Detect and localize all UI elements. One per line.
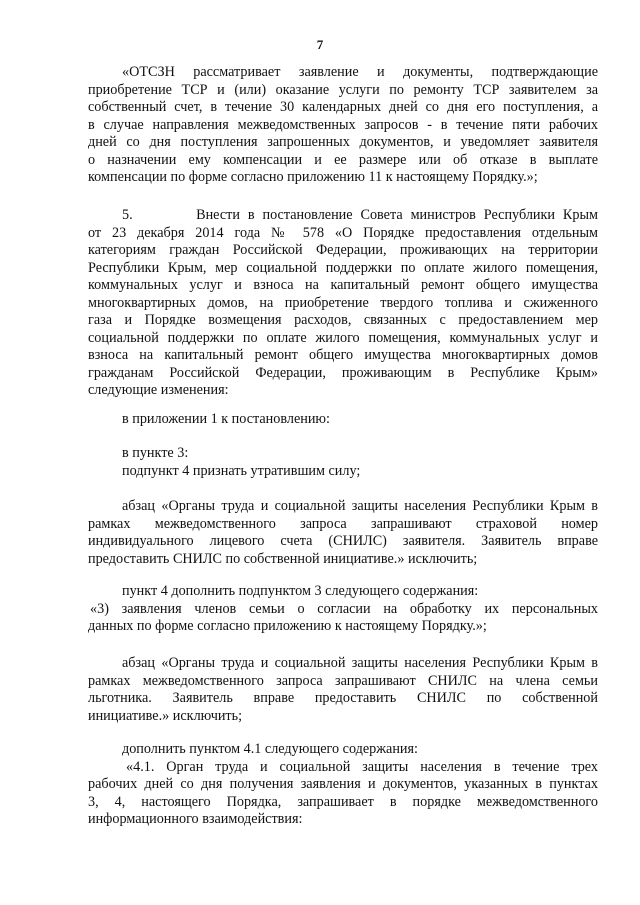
text-line: подпункт 4 признать утратившим силу;	[122, 462, 361, 479]
text-line: предоставить СНИЛС по собственной инициативе.» исключить;	[88, 550, 478, 567]
paragraph-point-4-1	[88, 741, 598, 829]
text-line: льготника. Заявитель вправе предоставить СНИЛС по собственной	[88, 690, 598, 706]
text-line: «ОТСЗН рассматривает заявление и документы, подтверждающие	[122, 64, 598, 80]
text-line: рабочих дней со дня получения заявления и документов, указанных в пунктах	[88, 776, 598, 792]
text-line: дней со дня поступления запрошенных документов, и уведомляет заявителя	[88, 134, 598, 150]
text-line: взноса на капитальный ремонт общего имущества многоквартирных домов	[88, 347, 598, 363]
paragraph-annex-1	[88, 411, 598, 429]
text-line: гражданам Российской Федерации, проживающим в Республике Крым»	[88, 364, 598, 381]
text-line: индивидуального лицевого счета (СНИЛС) заявителя. Заявитель вправе	[88, 533, 598, 549]
text-line: собственный счет, в течение 30 календарных дней со дня его поступления, а	[88, 99, 598, 115]
text-line: рамках межведомственного запроса запрашивают страховой номер	[88, 515, 598, 532]
paragraph-abzac-snils-family	[88, 655, 598, 725]
text-line: компенсации по форме согласно приложению 11 к настоящему Порядку.»;	[88, 169, 538, 185]
text-line: пункт 4 дополнить подпунктом 3 следующего содержания:	[122, 583, 479, 599]
paragraph-abzac-snils-applicant	[88, 498, 598, 568]
text-line: абзац «Органы труда и социальной защиты населения Республики Крым в	[122, 498, 598, 514]
text-line: приобретение ТСР и (или) оказание услуги по ремонту ТСР заявителем за	[88, 81, 598, 98]
text-line: категориям граждан Российской Федерации, проживающих на территории	[88, 242, 598, 258]
text-line: в пункте 3:	[122, 445, 189, 461]
text-line: в приложении 1 к постановлению:	[122, 411, 330, 427]
paragraph-otszn-review	[88, 64, 598, 187]
text-line: данных по форме согласно приложению к настоящему Порядку.»;	[88, 618, 487, 634]
text-line: социальной поддержки по оплате жилого помещения, коммунальных услуг и	[88, 329, 598, 346]
text-line: следующие изменения:	[88, 382, 229, 398]
text-line: 3, 4, настоящего Порядка, запрашивает в порядке межведомственного	[88, 793, 598, 810]
text-line: коммунальных услуг и взноса на капитальный ремонт общего имущества	[88, 277, 598, 293]
text-line: рамках межведомственного запроса запрашивают СНИЛС на члена семьи	[88, 672, 598, 689]
text-line: о назначении ему компенсации и ее размере или об отказе в выплате	[88, 151, 598, 168]
text-line: в случае направления межведомственных запросов - в течение пяти рабочих	[88, 116, 598, 133]
text-line: от 23 декабря 2014 года № 578 «О Порядке предоставления отдельным	[88, 224, 598, 241]
text-line: 5. Внести в постановление Совета министров Республики Крым	[122, 207, 598, 223]
text-line: «3) заявления членов семьи о согласии на обработку их персональных	[90, 600, 598, 617]
paragraph-point-3	[88, 445, 598, 480]
text-line: многоквартирных домов, на приобретение твердого топлива и сжиженного	[88, 294, 598, 311]
text-line: Республики Крым, мер социальной поддержки по оплате жилого помещения,	[88, 259, 598, 276]
text-line: газа и Порядке возмещения расходов, связанных с предоставлением мер	[88, 312, 598, 328]
text-line: дополнить пунктом 4.1 следующего содержания:	[122, 741, 418, 757]
text-line: «4.1. Орган труда и социальной защиты населения в течение трех	[126, 758, 598, 775]
paragraph-item-5	[88, 207, 598, 400]
paragraph-point-4-add	[88, 583, 598, 636]
page-number: 7	[316, 37, 324, 52]
text-line: информационного взаимодействия:	[88, 811, 303, 827]
text-line: инициативе.» исключить;	[88, 707, 243, 724]
text-line: абзац «Органы труда и социальной защиты населения Республики Крым в	[122, 655, 598, 671]
